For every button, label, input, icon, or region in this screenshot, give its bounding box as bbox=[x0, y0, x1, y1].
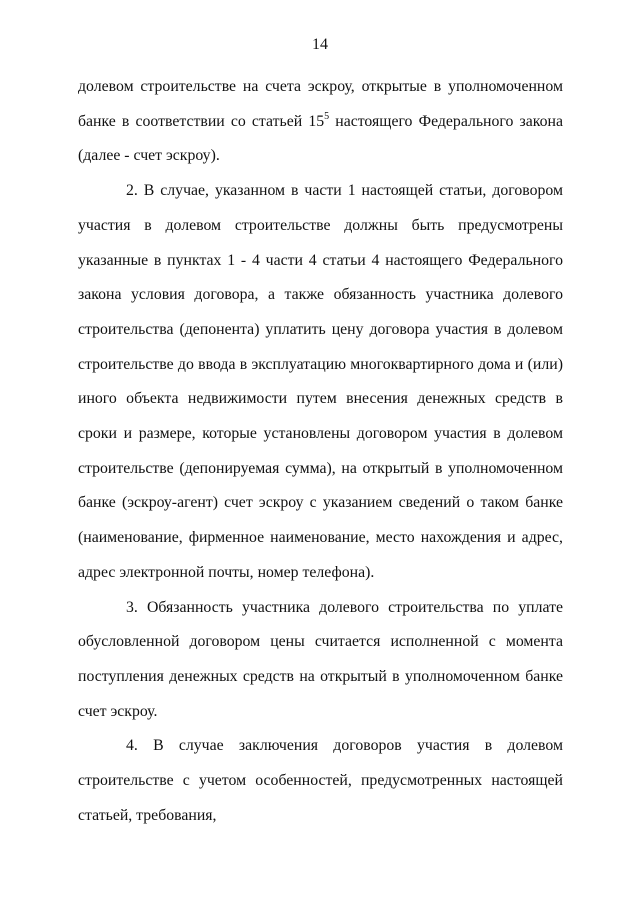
page-number: 14 bbox=[312, 36, 328, 53]
superscript: 5 bbox=[324, 110, 330, 122]
paragraph-text: настоящего Федерального закона (далее - счет эскроу). bbox=[78, 112, 564, 165]
paragraph-text: долевом строительстве на счета эскроу, открытые в уполномоченном банке в соответствии со статьей 15 bbox=[78, 78, 563, 130]
paragraph-3: 3. Обязанность участника долевого строительства по уплате обусловленной договором цены считается исполненной с момента поступления денежных средств на открытый в уполномоченном банке счет эскроу. bbox=[78, 598, 563, 720]
document-body bbox=[78, 70, 563, 833]
paragraph-4: 4. В случае заключения договоров участия в долевом строительстве с учетом особенностей, предусмотренных настоящей статьей, требования, bbox=[78, 737, 563, 824]
paragraph-2: 2. В случае, указанном в части 1 настоящей статьи, договором участия в долевом строительстве должны быть предусмотрены указанные в пунктах 1 - 4 части 4 статьи 4 настоящего Федерального закона условия договора, а также обязанность участника долевого строительства (депонента) уплатить цену договора участия в долевом строительстве до ввода в эксплуатацию многоквартирного дома и (или) иного объекта недвижимости путем внесения денежных средств в сроки и размере, которые установлены договором участия в долевом строительстве (депонируемая сумма), на открытый в уполномоченном банке (эскроу-агент) счет эскроу с указанием сведений о таком банке (наименование, фирменное наименование, место нахождения и адрес, адрес электронной почты, номер телефона). bbox=[78, 182, 563, 581]
paragraph-continuation bbox=[78, 70, 563, 174]
